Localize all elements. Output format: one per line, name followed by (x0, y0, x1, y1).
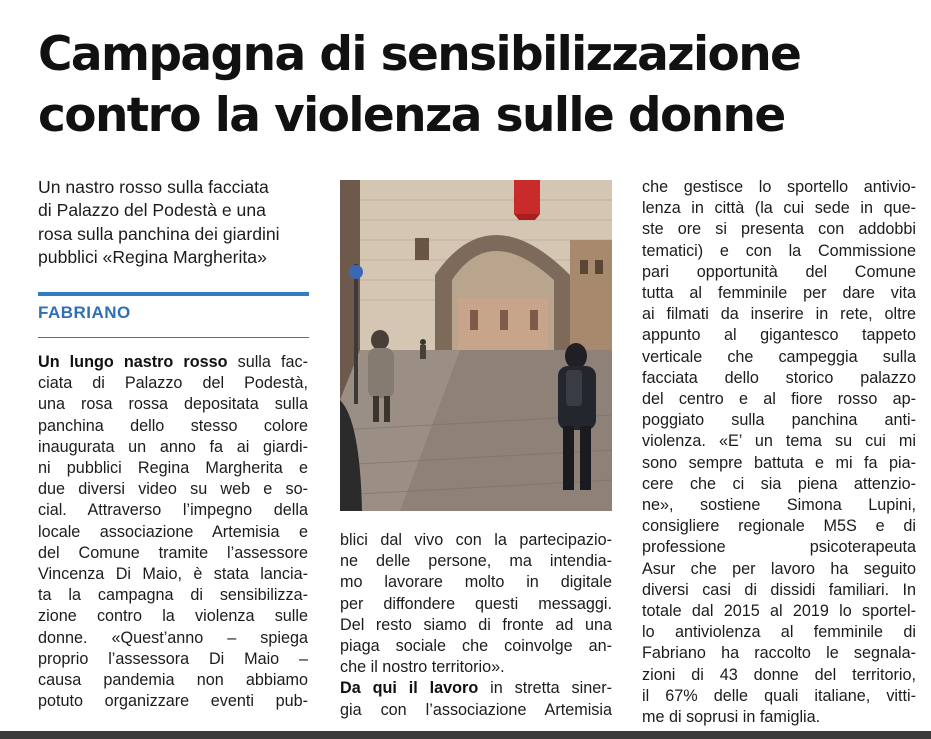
article-line: sono sempre battuta e mi fa pia- (642, 453, 916, 472)
article-line: professione psicoterapeuta (642, 538, 916, 557)
article-line: cial. Attraverso l’impegno della (38, 501, 308, 520)
article-line: blici dal vivo con la partecipazio- (340, 531, 612, 549)
article-line: lenza in città (la cui sede in que- (642, 199, 916, 218)
headline (38, 24, 918, 146)
section-divider-thin (38, 337, 309, 338)
street-arch-photo (340, 180, 612, 511)
headline-line-2: contro la violenza sulle donne (38, 88, 785, 143)
article-line: piaga sociale che coinvolge an- (340, 637, 612, 656)
article-line: zione contro la violenza sulle (38, 607, 308, 626)
article-line: ste ore si presenta con addobbi (642, 220, 916, 239)
article-line: ni pubblici Regina Margherita e (38, 459, 308, 478)
article-line: verticale che campeggia sulla (642, 347, 916, 366)
article-line: inaugurata un anno fa ai giardi- (38, 437, 308, 456)
article-column-3 (642, 177, 916, 728)
article-line: appunto al gigantesco tappeto (642, 326, 916, 345)
article-line: il 67% delle quali italiane, vitti- (642, 686, 916, 705)
article-line: del centro e al fiore rosso ap- (642, 390, 916, 409)
article-line: ta la campagna di sensibilizza- (38, 586, 308, 605)
article-line: Vincenza Di Maio, è stata lancia- (38, 565, 308, 584)
article-line: donne. «Quest’anno – spiega (38, 628, 308, 647)
lead-in-bold: Un lungo nastro rosso (38, 353, 228, 371)
article-line (38, 352, 308, 373)
summary-line: pubblici «Regina Margherita» (38, 246, 267, 267)
lead-in-rest: sulla fac- (227, 353, 308, 371)
article-line: ciata di Palazzo del Podestà, (38, 374, 308, 393)
article-line (340, 678, 612, 699)
article-line: una rosa rossa depositata sulla (38, 395, 308, 414)
article-line: del Comune tramite l’assessore (38, 543, 308, 562)
article-line: lo antiviolenza al femminile di (642, 623, 916, 642)
article-line: mo lavorare molto in digitale (340, 573, 612, 592)
article-line: violenza. «E’ un tema su cui mi (642, 432, 916, 451)
article-line: tematici) e con la Commissione (642, 241, 916, 260)
article-line: panchina dello stesso colore (38, 416, 308, 435)
article-line: cere che ci sia piena attenzio- (642, 474, 916, 493)
summary-deck (38, 176, 310, 269)
article-line: locale associazione Artemisia e (38, 522, 308, 541)
article-line: che il nostro territorio». (340, 658, 505, 677)
article-line: che gestisce lo sportello antivio- (642, 178, 916, 196)
article-line: diversi casi di dissidi familiari. In (642, 580, 916, 599)
article-line: ai filmati da inserire in rete, oltre (642, 305, 916, 324)
article-column-1 (38, 352, 308, 712)
article-line: Asur che per lavoro ha seguito (642, 559, 916, 578)
article-line: totale dal 2015 al 2019 lo sportel- (642, 602, 916, 621)
page-bottom-border (0, 731, 931, 739)
section-label: FABRIANO (38, 303, 131, 322)
article-column-2 (340, 530, 612, 721)
article-line: zioni di 43 donne del territorio, (642, 665, 916, 684)
article-line: Del resto siamo di fronte ad una (340, 615, 612, 634)
article-line: Fabriano ha raccolto le segnala- (642, 644, 916, 663)
article-line: gia con l’associazione Artemisia (340, 700, 612, 719)
article-line: poggiato sulla panchina anti- (642, 411, 916, 430)
article-line: causa pandemia non abbiamo (38, 671, 308, 690)
article-line: ne delle persone, ma intendia- (340, 552, 612, 571)
summary-line: di Palazzo del Podestà e una (38, 200, 266, 221)
paragraph-lead-bold: Da qui il lavoro (340, 679, 479, 698)
article-line: consigliere regionale M5S e di (642, 517, 916, 536)
article-line: pari opportunità del Comune (642, 262, 916, 281)
article-line: per diffondere questi messaggi. (340, 594, 612, 613)
paragraph-lead-rest: in stretta siner- (478, 679, 612, 698)
article-line: due diversi video su web e so- (38, 480, 308, 499)
headline-line-1: Campagna di sensibilizzazione (38, 27, 801, 82)
article-line: proprio l’assessora Di Maio – (38, 649, 308, 668)
article-line: ne», sostiene Simona Lupini, (642, 496, 916, 515)
article-line: me di soprusi in famiglia. (642, 708, 821, 727)
section-divider-blue (38, 292, 309, 296)
article-line: facciata dello storico palazzo (642, 368, 916, 387)
summary-line: rosa sulla panchina dei giardini (38, 223, 280, 244)
article-line: potuto organizzare eventi pub- (38, 692, 308, 711)
summary-line: Un nastro rosso sulla facciata (38, 177, 269, 197)
article-line: tutta al femminile per dare vita (642, 284, 916, 303)
